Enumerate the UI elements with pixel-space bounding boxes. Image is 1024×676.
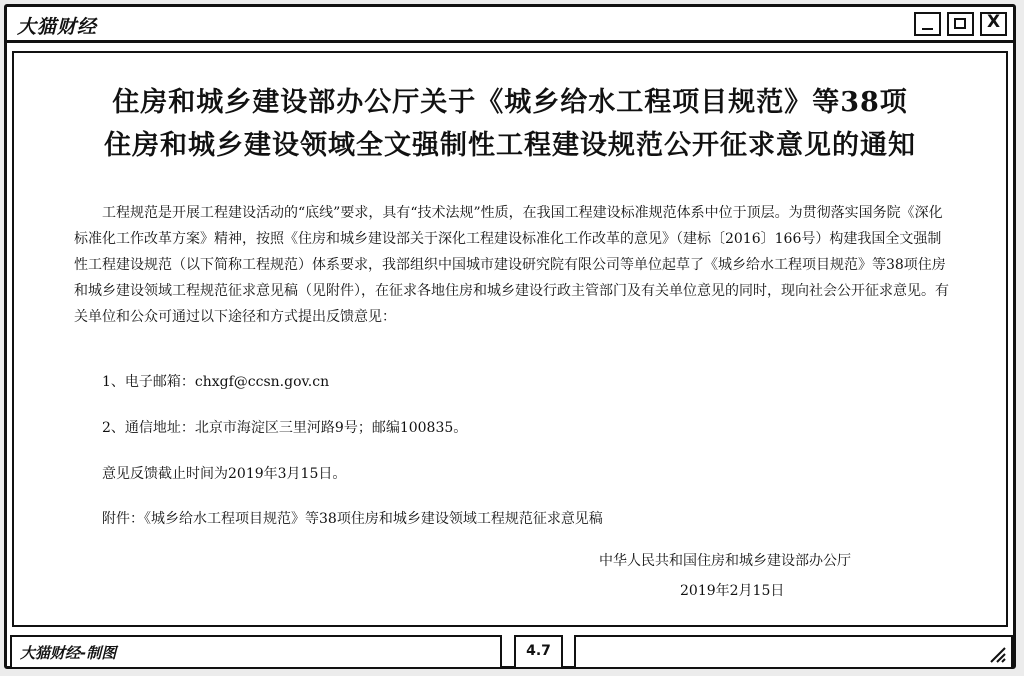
document-title-line2: 住房和城乡建设领域全文强制性工程建设规范公开征求意见的通知 <box>104 130 916 161</box>
app-window <box>4 4 1016 669</box>
contact-address: 2、通信地址：北京市海淀区三里河路9号；邮编100835。 <box>102 420 468 436</box>
footer-credit: 大猫财经-制图 <box>20 644 117 662</box>
contact-email: 1、电子邮箱：chxgf@ccsn.gov.cn <box>102 374 330 390</box>
minimize-button[interactable] <box>914 12 941 36</box>
close-button[interactable] <box>980 12 1007 36</box>
document-panel <box>12 51 1008 627</box>
version-label: 4.7 <box>526 643 551 659</box>
attachment-text: 附件：《城乡给水工程项目规范》等38项住房和城乡建设领域工程规范征求意见稿 <box>102 511 603 527</box>
issue-date: 2019年2月15日 <box>680 583 785 599</box>
body-paragraph: 工程规范是开展工程建设活动的“底线”要求，具有“技术法规”性质，在我国工程建设标准规范体系中位于顶层。为贯彻落实国务院《深化标准化工作改革方案》精神，按照《住房和城乡建设部关于深化工程建设标准化工作改革的意见》（建标〔2016〕166号）构建我国全文强制性工程建设规范（以下简称工程规范）体系要求，我部组织中国城市建设研究院有限公司等单位起草了《城乡给水工程项目规范》等38项住房和城乡建设领域工程规范征求意见稿（见附件），在征求各地住房和城乡建设行政主管部门及有关单位意见的同时，现向社会公开征求意见。有关单位和公众可通过以下途径和方式提出反馈意见： <box>74 205 949 325</box>
footer-credit-box <box>10 635 502 669</box>
maximize-button[interactable] <box>947 12 974 36</box>
deadline-text: 意见反馈截止时间为2019年3月15日。 <box>102 466 347 482</box>
issuer-signature: 中华人民共和国住房和城乡建设部办公厅 <box>599 553 851 569</box>
minimize-icon <box>922 28 933 31</box>
close-icon: X <box>986 12 1001 32</box>
window-title: 大猫财经 <box>17 16 98 38</box>
document-title-line1: 住房和城乡建设部办公厅关于《城乡给水工程项目规范》等38项 <box>112 87 908 118</box>
maximize-icon <box>954 18 966 29</box>
title-bar[interactable] <box>7 7 1013 43</box>
footer-version-box <box>514 635 563 669</box>
footer-status-box <box>574 635 1013 669</box>
resize-grip-icon[interactable] <box>987 644 1007 664</box>
